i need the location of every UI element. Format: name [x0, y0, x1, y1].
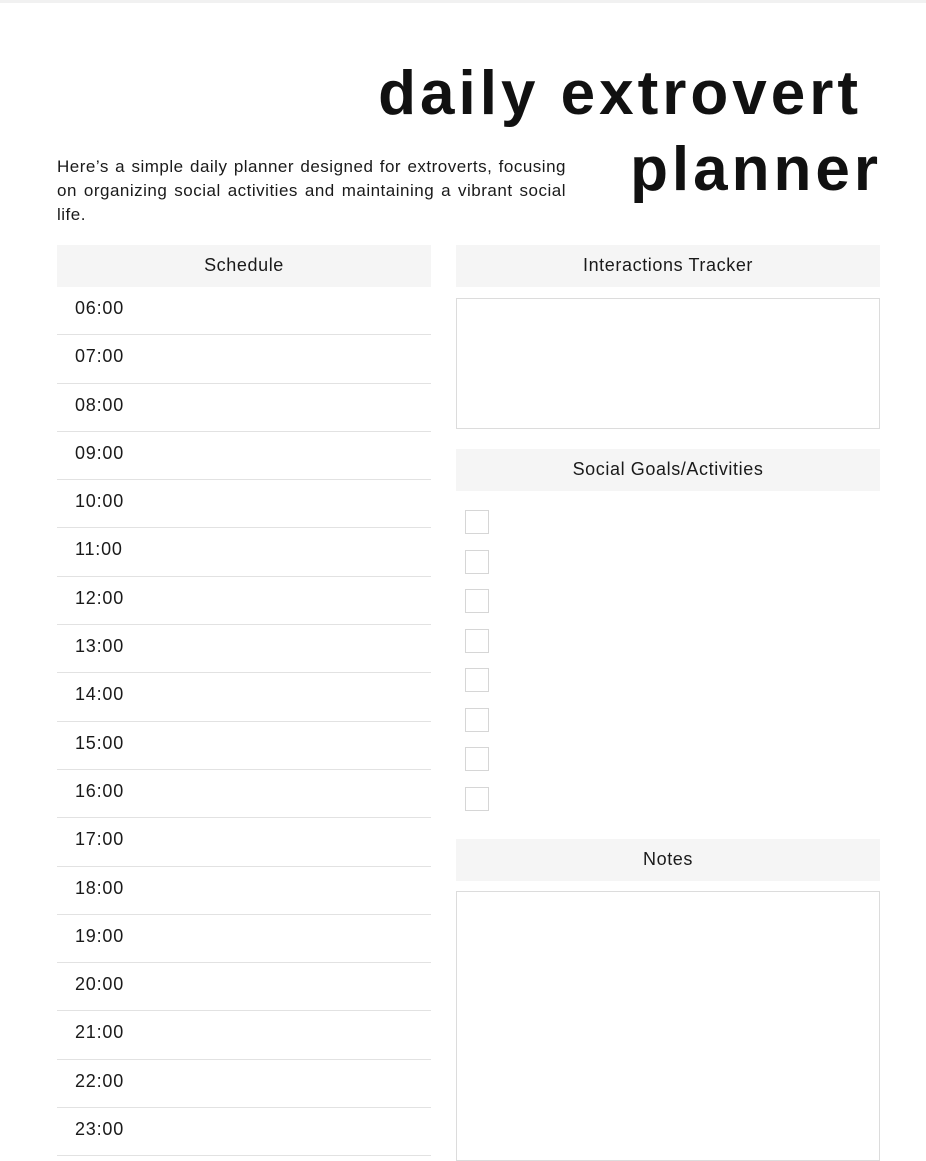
page-title-line2: planner — [630, 135, 882, 204]
goal-checkbox[interactable] — [465, 629, 489, 653]
social-goals-checklist — [465, 510, 489, 826]
notes-box[interactable] — [456, 891, 880, 1161]
goal-checkbox[interactable] — [465, 787, 489, 811]
schedule-slot[interactable]: 22:00 — [57, 1060, 431, 1108]
schedule-slot[interactable]: 10:00 — [57, 480, 431, 528]
schedule-slot[interactable]: 06:00 — [57, 287, 431, 335]
social-goals-header: Social Goals/Activities — [456, 449, 880, 491]
schedule-list — [57, 287, 431, 1156]
schedule-slot[interactable]: 07:00 — [57, 335, 431, 383]
schedule-slot[interactable]: 18:00 — [57, 867, 431, 915]
goal-checkbox[interactable] — [465, 510, 489, 534]
schedule-slot[interactable]: 12:00 — [57, 577, 431, 625]
schedule-slot[interactable]: 20:00 — [57, 963, 431, 1011]
goal-checkbox[interactable] — [465, 708, 489, 732]
goal-checkbox[interactable] — [465, 668, 489, 692]
schedule-slot[interactable]: 08:00 — [57, 384, 431, 432]
schedule-slot[interactable]: 19:00 — [57, 915, 431, 963]
top-rule — [0, 0, 926, 3]
schedule-header: Schedule — [57, 245, 431, 287]
page-title-line1: daily extrovert — [378, 59, 862, 128]
schedule-slot[interactable]: 21:00 — [57, 1011, 431, 1059]
schedule-slot[interactable]: 14:00 — [57, 673, 431, 721]
schedule-slot[interactable]: 23:00 — [57, 1108, 431, 1156]
intro-text: Here’s a simple daily planner designed for extroverts, focusing on organizing social activities and maintaining a vibrant social life. — [57, 157, 566, 224]
goal-checkbox[interactable] — [465, 589, 489, 613]
schedule-slot[interactable]: 15:00 — [57, 722, 431, 770]
goal-checkbox[interactable] — [465, 747, 489, 771]
notes-header: Notes — [456, 839, 880, 881]
goal-checkbox[interactable] — [465, 550, 489, 574]
schedule-slot[interactable]: 17:00 — [57, 818, 431, 866]
interactions-tracker-box[interactable] — [456, 298, 880, 429]
interactions-tracker-header: Interactions Tracker — [456, 245, 880, 287]
schedule-slot[interactable]: 11:00 — [57, 528, 431, 576]
schedule-slot[interactable]: 13:00 — [57, 625, 431, 673]
schedule-slot[interactable]: 09:00 — [57, 432, 431, 480]
schedule-slot[interactable]: 16:00 — [57, 770, 431, 818]
